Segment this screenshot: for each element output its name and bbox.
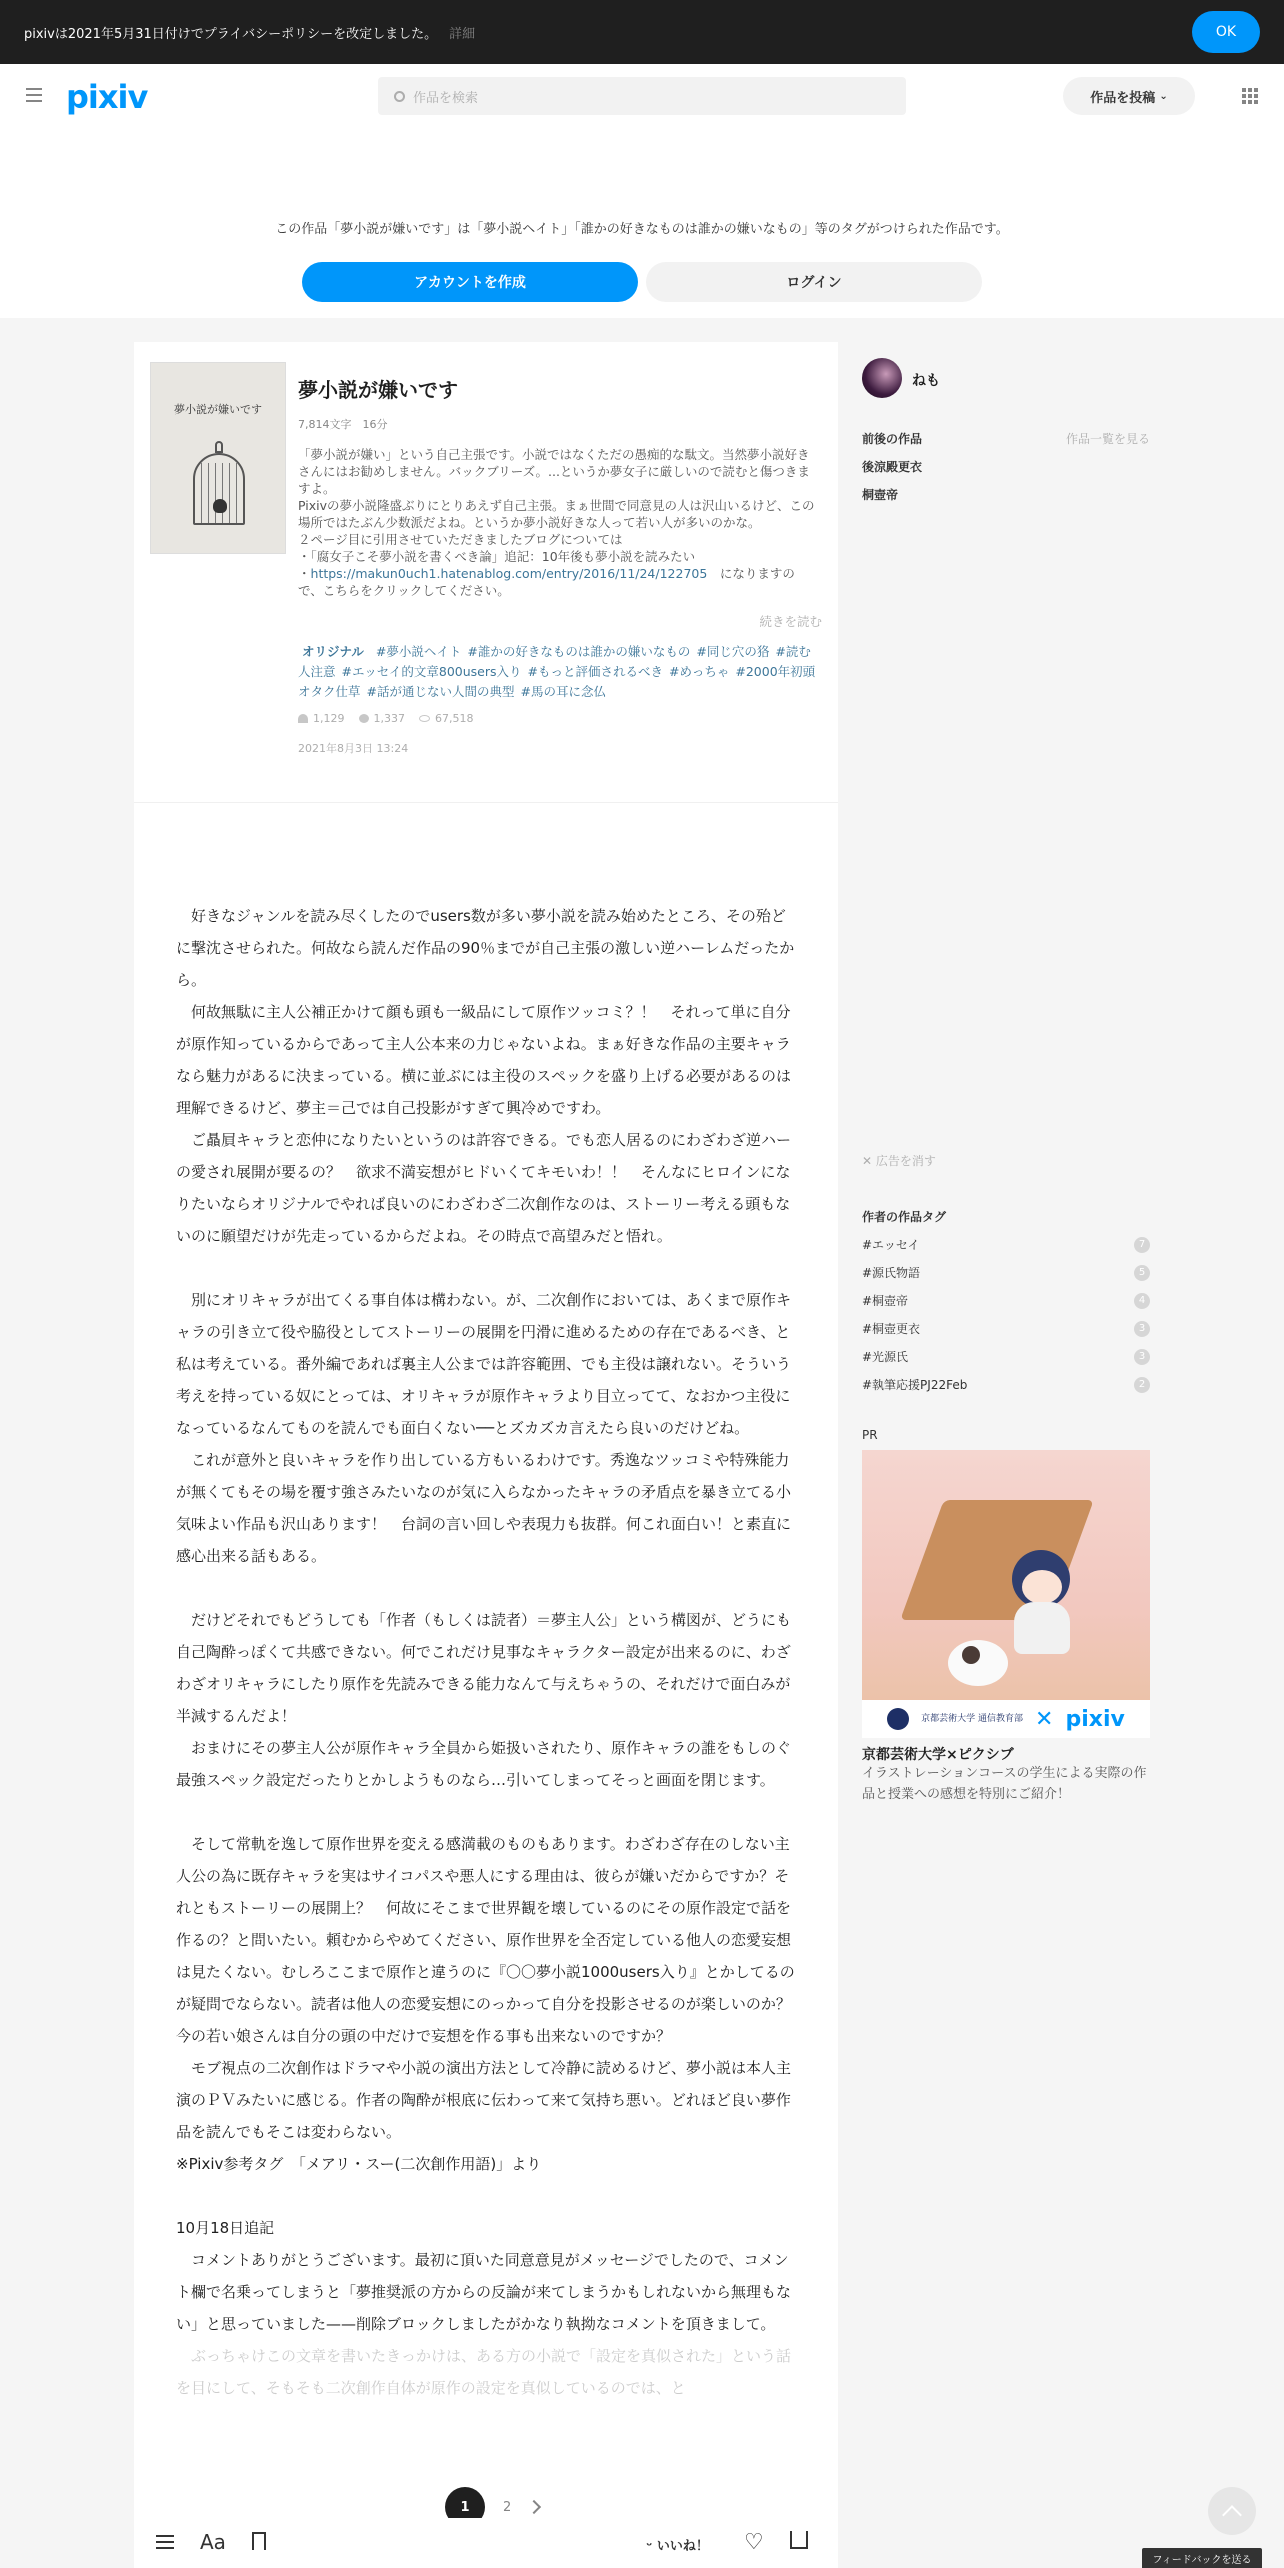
body-paragraph: おまけにその夢主人公が原作キャラ全員から姫扱いされたり、原作キャラの誰をもしのぐ最強スペック設定だったりとかしようものなら…引いてしまってそっと画面を閉じます。	[176, 1739, 792, 1789]
birdcage-hook-icon	[215, 441, 223, 453]
create-account-button[interactable]: アカウントを作成	[302, 262, 638, 302]
user-tag[interactable]: #エッセイ 7	[862, 1236, 1150, 1253]
body-paragraph: これが意外と良いキャラを作り出している方もいるわけです。秀逸なツッコミや特殊能力が無くてもその場を覆す強さみたいなのが気に入らなかったキャラの矛盾点を暴き立てる小気味よい作品も沢山あります！ 台詞の言い回しや表現力も抜群。何これ面白い！と素直に感心出来る話もある。	[176, 1451, 792, 1565]
nav-work-link[interactable]: 桐壺帝	[862, 488, 899, 502]
avatar[interactable]	[862, 358, 902, 398]
tag[interactable]: #2000年初頭オタク仕草	[298, 664, 816, 699]
body-paragraph	[176, 1796, 796, 1828]
search-input[interactable]	[378, 77, 906, 115]
ad-logo-strip: 京都芸術大学 通信教育部 ✕ pixiv	[862, 1700, 1150, 1738]
tag[interactable]: #読む人注意	[298, 644, 811, 679]
apps-grid-icon[interactable]	[1242, 88, 1258, 104]
birdcage-icon	[193, 453, 245, 525]
university-logo-text: 京都芸術大学 通信教育部	[921, 1713, 1024, 1724]
body-paragraph: コメントありがとうございます。最初に頂いた同意意見がメッセージでしたので、コメント欄で名乗ってしまうと「夢推奨派の方からの反論が来てしまうかもしれないから無理もない」と思っていました——削除ブロックしましたがかなり執拗なコメントを頂きまして。	[176, 2251, 792, 2333]
post-work-label: 作品を投稿	[1090, 90, 1156, 106]
divider	[134, 802, 838, 803]
bookmark-count: 1,337	[359, 712, 406, 725]
bird-icon	[213, 499, 227, 513]
tag[interactable]: #誰かの好きなものは誰かの嫌いなもの	[467, 644, 691, 659]
novel-meta: 7,814文字 16分	[298, 418, 388, 431]
view-count: 67,518	[419, 712, 474, 725]
chevron-down-icon: ⌄	[1159, 90, 1168, 102]
body-paragraph	[176, 2180, 796, 2212]
body-paragraph: そして常軌を逸して原作世界を変える感満載のものもあります。わざわざ存在のしない主人公の為に既存キャラを実はサイコパスや悪人にする理由は、彼らが嫌いだからですか？それともストーリーの展開上？ 何故にそこまで世界観を壊しているのにその原作設定で話を作るの？と問いたい。頼むからやめてください、原作世界を全否定している他人の恋愛妄想は見たくない。むしろここまで原作と違うのに『〇〇夢小説1000users入り』とかしてるのが疑問でならない。読者は他人の恋愛妄想にのっかって自分を投影させるのが楽しいのか？ 今の若い娘さんは自分の頭の中だけで妄想を作る事も出来ないのですか？	[176, 1835, 806, 2045]
novel-description: 「夢小説が嫌い」という自己主張です。小説ではなくただの愚痴的な駄文。当然夢小説好きさんにはお勧めしません。バックブリーズ。...というか夢女子に厳しいので読むと傷つきますよ。 Pixivの夢小説隆盛ぶりにとりあえず自己主張。まぁ世間で同意見の人は沢山いるけど、この場所ではたぶん少数派だよね。というか夢小説好きな人って若い人が多いのかな。 ２ページ目に引用させていただきましたブログについては ・「腐女子こそ夢小説を書くべき論」追記：10年後も夢小説を読みたい ・https://makun0uch1.hatenablog.com/entry/2016/11/24/122705 になりますので、こちらをクリックしてください。	[298, 447, 815, 598]
ad-title[interactable]: 京都芸術大学×ピクシブ	[862, 1747, 1014, 1763]
tag[interactable]: #話が通じない人間の典型	[366, 684, 515, 699]
notice-ok-button[interactable]: OK	[1192, 11, 1260, 53]
body-paragraph	[176, 1572, 796, 1604]
signup-text: この作品「夢小説が嫌いです」は「夢小説ヘイト」「誰かの好きなものは誰かの嫌いなもの」等のタグがつけられた作品です。	[275, 222, 1009, 237]
body-paragraph: ご贔屓キャラと恋仲になりたいというのは許容できる。でも恋人居るのにわざわざ逆ハーの愛され展開が要るの？ 欲求不満妄想がヒドいくてキモいわ！！ そんなにヒロインになりたいならオリジナルでやれば良いのにわざわざ二次創作なのは、ストーリー考える頭もないのに願望だけが先走っているからだよね。その時点で高望みだと悟れ。	[176, 1131, 792, 1245]
tag-count-badge: 4	[1134, 1293, 1150, 1309]
page-current[interactable]: 1	[445, 2487, 485, 2527]
blog-link[interactable]: https://makun0uch1.hatenablog.com/entry/2016/11/24/122705	[310, 566, 708, 581]
heart-outline-icon[interactable]: ♡	[744, 2530, 764, 2555]
body-paragraph: 何故無駄に主人公補正かけて顔も頭も一級品にして原作ツッコミ？！ それって単に自分が原作知っているからであって主人公本来の力じゃないよね。まぁ好きな作品の主要キャラなら魅力があるに決まっている。横に並ぶには主役のスペックを盛り上げる必要があるのは理解できるけど、夢主＝己では自己投影がすぎて興冷めですわ。	[176, 1003, 792, 1117]
tag-count-badge: 3	[1134, 1349, 1150, 1365]
chevron-right-icon[interactable]	[527, 2500, 541, 2514]
like-count: 1,129	[298, 712, 345, 725]
user-tags-heading: 作者の作品タグ	[862, 1210, 947, 1224]
novel-body	[176, 900, 806, 2404]
tag[interactable]: #もっと評価されるべき	[527, 664, 663, 679]
reader-toolbar	[134, 2518, 838, 2568]
tag-count-badge: 5	[1134, 1265, 1150, 1281]
body-paragraph: モブ視点の二次創作はドラマや小説の演出方法として冷静に読めるけど、夢小説は本人主演のＰＶみたいに感じる。作者の陶酔が根底に伝わって来て気持ち悪い。どれほど良い夢作品を読んでもそこは変わらない。	[176, 2059, 792, 2141]
pr-label: PR	[862, 1428, 878, 1442]
tag[interactable]: #エッセイ的文章800users入り	[341, 664, 522, 679]
signup-prompt	[0, 128, 1284, 318]
tag[interactable]: #夢小説ヘイト	[375, 644, 462, 659]
close-icon: ✕	[862, 1154, 876, 1168]
login-button[interactable]: ログイン	[646, 262, 982, 302]
novel-title: 夢小説が嫌いです	[298, 378, 458, 402]
post-work-button[interactable]	[1063, 77, 1195, 115]
tag[interactable]: #めっちゃ	[669, 664, 730, 679]
university-emblem-icon	[887, 1708, 909, 1730]
body-paragraph: ぶっちゃけこの文章を書いたきっかけは、ある方の小説で「設定を真似された」という話を目にして、そもそも二次創作自体が原作の設定を真似しているのでは、と	[176, 2347, 792, 2397]
user-tag[interactable]: #源氏物語 5	[862, 1264, 1150, 1281]
tag-original[interactable]: オリジナル	[302, 644, 364, 659]
user-tag[interactable]: #桐壺帝 4	[862, 1292, 1150, 1309]
nav-work-link[interactable]: 後涼殿更衣	[862, 460, 923, 474]
bookmark-icon[interactable]	[252, 2532, 266, 2550]
heart-icon	[359, 714, 369, 723]
site-header	[0, 64, 1284, 128]
tag-count-badge: 7	[1134, 1237, 1150, 1253]
tag[interactable]: #同じ穴の狢	[696, 644, 770, 659]
notice-details-link[interactable]: 詳細	[449, 26, 476, 42]
user-tag[interactable]: #桐壺更衣 3	[862, 1320, 1150, 1337]
eye-icon	[419, 715, 430, 722]
table-of-contents-icon[interactable]	[156, 2535, 174, 2549]
hide-ad-button[interactable]: ✕ 広告を消す	[862, 1154, 936, 1168]
read-more-link[interactable]: 続きを読む	[747, 612, 822, 630]
share-icon[interactable]	[790, 2531, 808, 2549]
body-paragraph: 別にオリキャラが出てくる事自体は構わない。が、二次創作においては、あくまで原作キャラの引き立て役や脇役としてストーリーの展開を円滑に進めるための存在であるべき、と私は考えている。番外編であれば裏主人公までは許容範囲、でも主役は譲れない。そういう考えを持っている奴にとっては、オリキャラが原作キャラより目立ってて、なおかつ主役になっているなんてものを読んでも面白くない──とズカズカ言えたら良いのだけどね。	[176, 1291, 792, 1437]
search-placeholder: 作品を検索	[413, 90, 479, 106]
dog-illustration	[948, 1640, 1008, 1686]
smile-icon: ᵕ	[646, 2539, 657, 2554]
tag-count-badge: 2	[1134, 1377, 1150, 1393]
novel-cover[interactable]	[150, 362, 286, 554]
body-paragraph: ※Pixiv参考タグ 「メアリ・スー(二次創作用語)」より	[176, 2155, 542, 2173]
nav-adjacent-works: 前後の作品	[862, 432, 923, 446]
ad-description: イラストレーションコースの学生による実際の作品と授業への感想を特別にご紹介！	[862, 1766, 1147, 1802]
page-2[interactable]: 2	[503, 2499, 512, 2515]
pixiv-logo-small: pixiv	[1065, 1706, 1125, 1732]
menu-icon[interactable]	[26, 88, 42, 102]
novel-card	[134, 342, 838, 2568]
like-button[interactable]: ᵕ いいね！	[646, 2539, 709, 2554]
body-paragraph: 好きなジャンルを読み尽くしたのでusers数が多い夢小説を読み始めたところ、その殆どに撃沈させられた。何故なら読んだ作品の90％までが自己主張の激しい逆ハーレムだったから。	[176, 907, 795, 989]
like-icon	[298, 714, 308, 723]
novel-stats	[298, 712, 474, 725]
body-paragraph: 10月18日追記	[176, 2219, 275, 2237]
tag-count-badge: 3	[1134, 1321, 1150, 1337]
arrow-up-icon	[1222, 2505, 1242, 2525]
user-name[interactable]: ねも	[912, 373, 940, 389]
search-icon	[394, 91, 405, 102]
tag[interactable]: #馬の耳に念仏	[520, 684, 606, 699]
font-settings-icon[interactable]: Aa	[200, 2530, 226, 2554]
scroll-to-top-button[interactable]	[1208, 2487, 1256, 2535]
all-works-link[interactable]: 作品一覧を見る	[1065, 432, 1150, 446]
feedback-button[interactable]: フィードバックを送る	[1142, 2548, 1262, 2568]
user-tag[interactable]: #光源氏 3	[862, 1348, 1150, 1365]
body-paragraph: だけどそれでもどうしても「作者（もしくは読者）＝夢主人公」という構図が、どうにも自己陶酔っぽくて共感できない。何でこれだけ見事なキャラクター設定が出来るのに、わざわざオリキャラにしたり原作を先読みできる能力なんて与えちゃうの、それだけで面白みが半減するんだよ！	[176, 1611, 792, 1725]
upload-date: 2021年8月3日 13:24	[298, 742, 409, 755]
tag-list	[298, 642, 818, 702]
privacy-notice-bar	[0, 0, 1284, 64]
notice-text: pixivは2021年5月31日付けでプライバシーポリシーを改定しました。	[24, 26, 438, 42]
body-paragraph	[176, 1252, 796, 1284]
ad-banner-image[interactable]	[862, 1450, 1150, 1738]
pixiv-logo[interactable]: pixiv	[66, 78, 148, 116]
cover-title: 夢小説が嫌いです	[174, 403, 262, 416]
user-tag[interactable]: #執筆応援PJ22Feb 2	[862, 1376, 1150, 1393]
